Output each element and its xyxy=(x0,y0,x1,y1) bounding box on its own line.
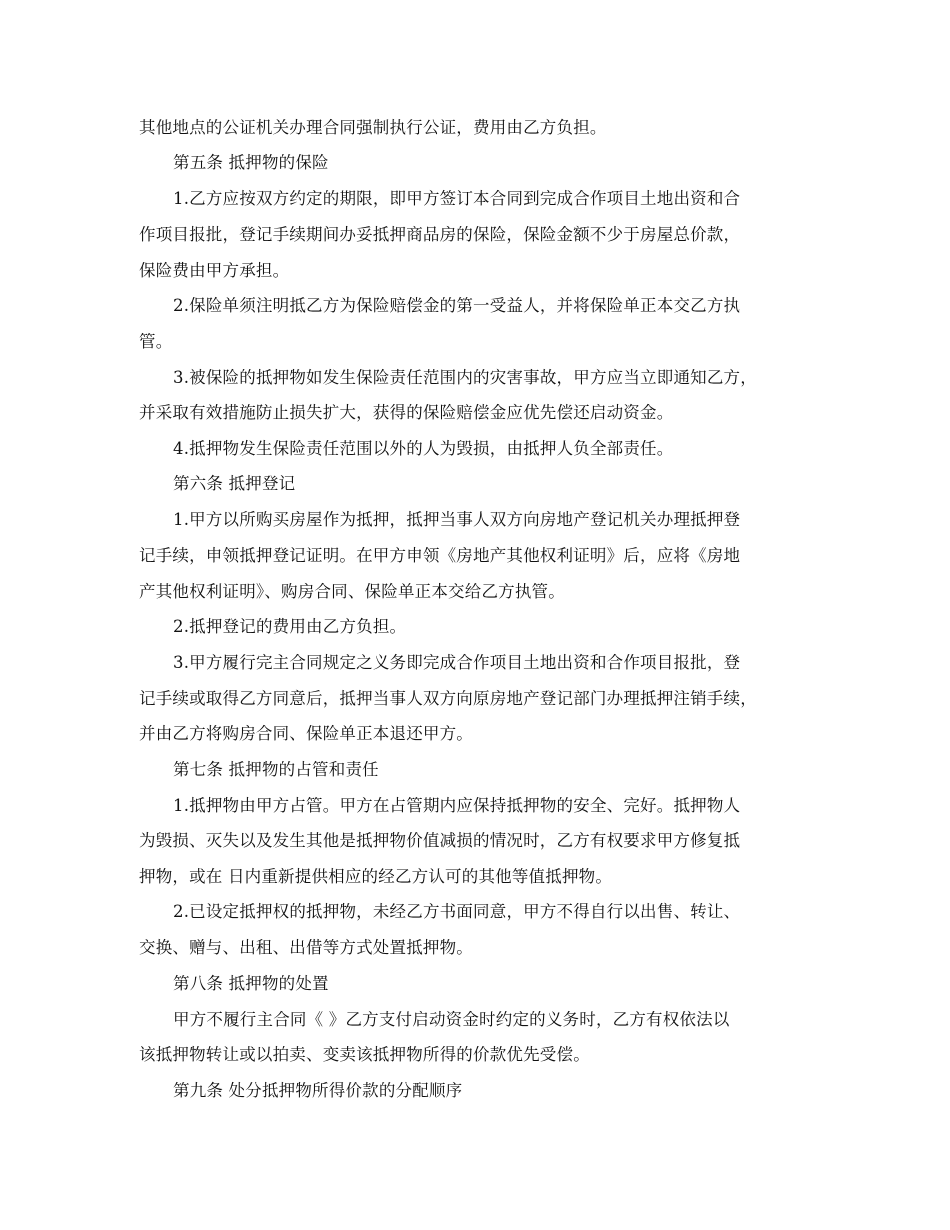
section-heading: 第七条 抵押物的占管和责任 xyxy=(173,760,379,779)
text-line: 4.抵押物发生保险责任范围以外的人为毁损，由抵押人负全部责任。 xyxy=(173,439,674,458)
text-line: 交换、赠与、出租、出借等方式处置抵押物。 xyxy=(139,938,473,957)
text-line: 并由乙方将购房合同、保险单正本退还甲方。 xyxy=(139,724,473,743)
text-line: 保险费由甲方承担。 xyxy=(139,261,290,280)
section-heading: 第六条 抵押登记 xyxy=(173,474,296,493)
section-heading: 第八条 抵押物的处置 xyxy=(173,974,329,993)
section-heading: 第五条 抵押物的保险 xyxy=(173,153,329,172)
section-heading: 第九条 处分抵押物所得价款的分配顺序 xyxy=(173,1081,463,1100)
text-line: 2.保险单须注明抵乙方为保险赔偿金的第一受益人，并将保险单正本交乙方执 xyxy=(173,296,741,315)
text-line: 2.已设定抵押权的抵押物，未经乙方书面同意，甲方不得自行以出售、转让、 xyxy=(173,902,741,921)
text-line: 管。 xyxy=(139,332,173,351)
text-line: 1.甲方以所购买房屋作为抵押，抵押当事人双方向房地产登记机关办理抵押登 xyxy=(173,510,741,529)
text-line: 为毁损、灭失以及发生其他是抵押物价值减损的情况时，乙方有权要求甲方修复抵 xyxy=(139,831,741,850)
text-line: 3.甲方履行完主合同规定之义务即完成合作项目土地出资和合作项目报批，登 xyxy=(173,653,741,672)
text-line: 1.乙方应按双方约定的期限，即甲方签订本合同到完成合作项目土地出资和合 xyxy=(173,189,741,208)
text-line: 甲方不履行主合同《 》乙方支付启动资金时约定的义务时，乙方有权依法以 xyxy=(173,1010,730,1029)
text-line: 其他地点的公证机关办理合同强制执行公证，费用由乙方负担。 xyxy=(139,118,607,137)
text-line: 记手续或取得乙方同意后，抵押当事人双方向原房地产登记部门办理抵押注销手续， xyxy=(139,689,757,708)
text-line: 3.被保险的抵押物如发生保险责任范围内的灾害事故，甲方应当立即通知乙方， xyxy=(173,368,757,387)
text-line: 作项目报批，登记手续期间办妥抵押商品房的保险，保险金额不少于房屋总价款， xyxy=(139,225,741,244)
text-line: 并采取有效措施防止损失扩大，获得的保险赔偿金应优先偿还启动资金。 xyxy=(139,403,674,422)
text-line: 产其他权利证明》、购房合同、保险单正本交给乙方执管。 xyxy=(139,582,565,601)
text-line: 押物，或在 日内重新提供相应的经乙方认可的其他等值抵押物。 xyxy=(139,867,613,886)
text-line: 记手续，申领抵押登记证明。在甲方申领《房地产其他权利证明》后，应将《房地 xyxy=(139,546,741,565)
text-line: 该抵押物转让或以拍卖、变卖该抵押物所得的价款优先受偿。 xyxy=(139,1045,590,1064)
text-line: 2.抵押登记的费用由乙方负担。 xyxy=(173,617,407,636)
text-line: 1.抵押物由甲方占管。甲方在占管期内应保持抵押物的安全、完好。抵押物人 xyxy=(173,796,741,815)
